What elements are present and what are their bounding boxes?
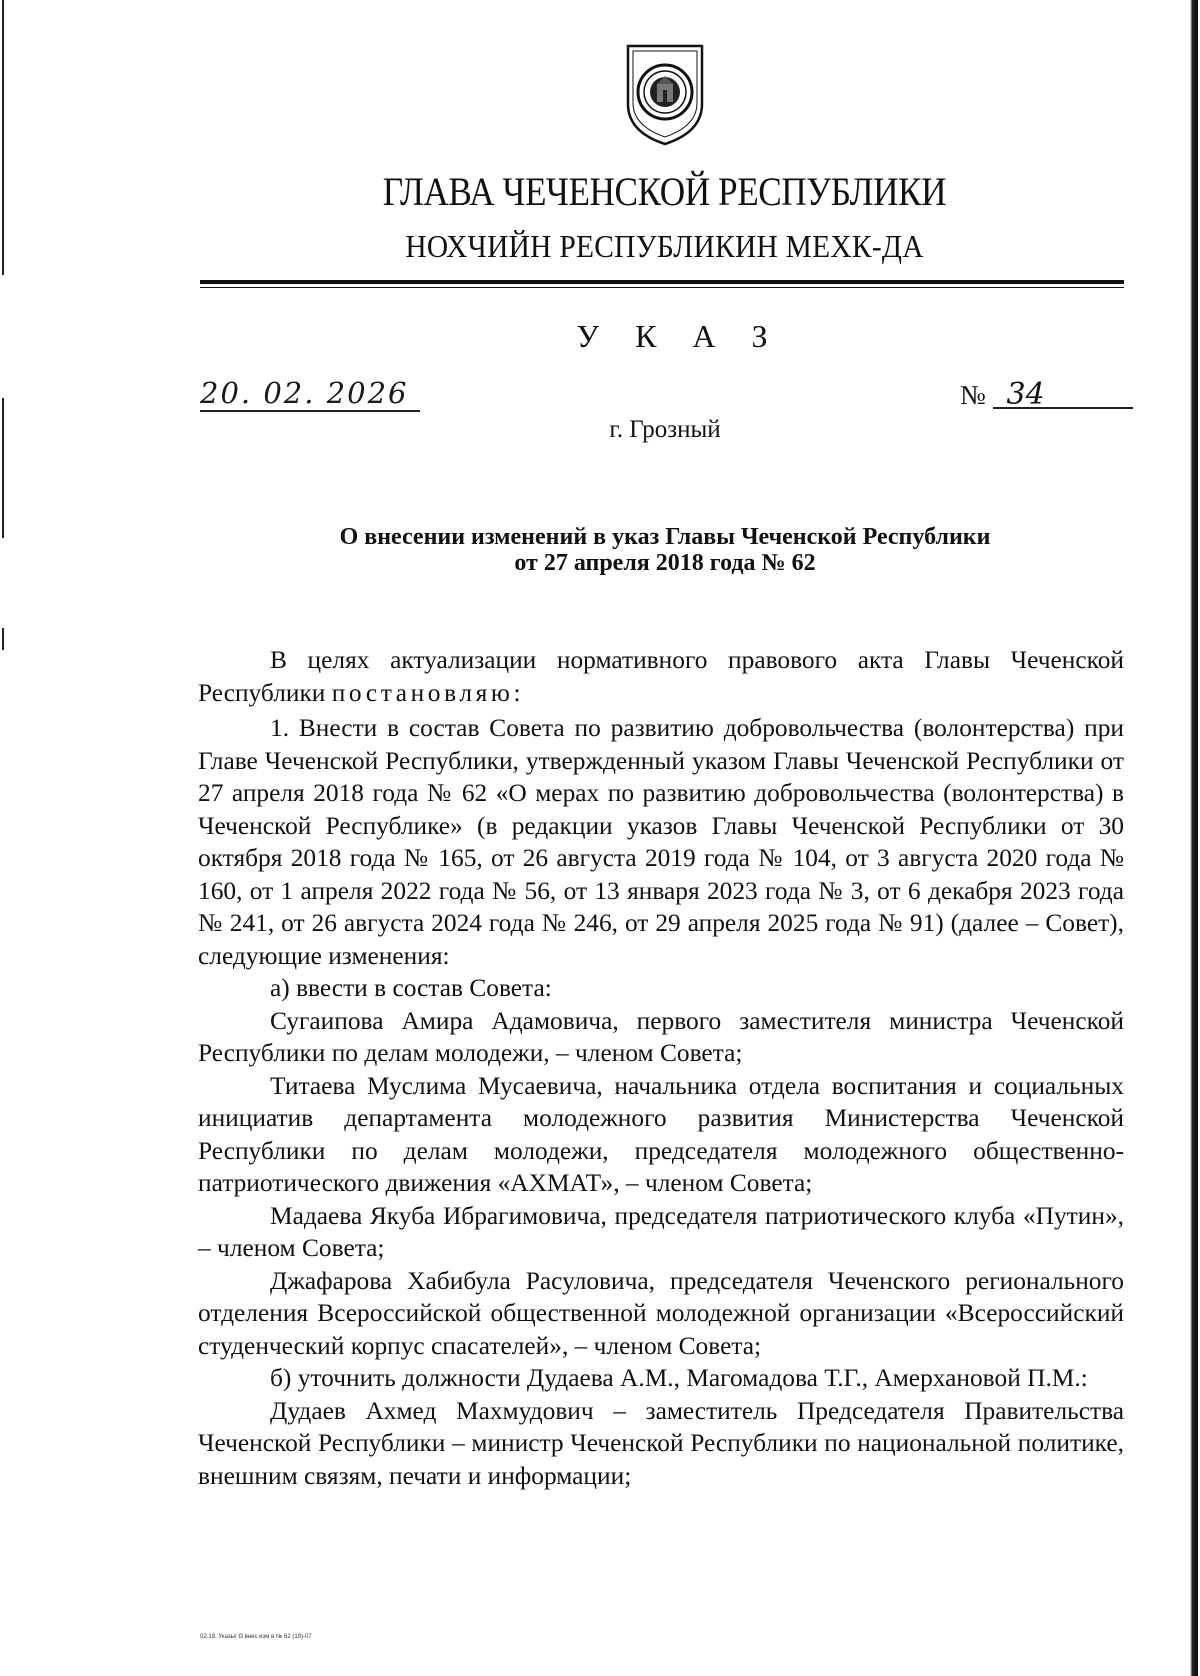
subject-line: О внесении изменений в указ Главы Чеченской Республики bbox=[339, 524, 991, 550]
header-divider bbox=[200, 280, 1124, 284]
city: г. Грозный bbox=[609, 416, 721, 443]
paragraph: а) ввести в состав Совета: bbox=[270, 974, 552, 1002]
header-divider-thin bbox=[200, 287, 1124, 288]
paragraph: б) уточнить должности Дудаева А.М., Магомадова Т.Г., Амерхановой П.М.: bbox=[270, 1364, 1088, 1392]
paragraph: Джафарова Хабибула Расуловича, председателя Чеченского регионального отделения Всероссийской общественной молодежной организации «Всероссийский студенческий корпус спасателей», – членом Совета; bbox=[198, 1266, 1124, 1360]
number-value: 34 bbox=[993, 383, 1133, 409]
issuer-title-chechen: НОХЧИЙН РЕСПУБЛИКИН МЕХК-ДА bbox=[405, 228, 924, 264]
scan-edge-mark bbox=[2, 0, 4, 275]
number-label: № bbox=[960, 380, 986, 410]
paragraph bbox=[198, 644, 1124, 709]
coat-of-arms-emblem bbox=[620, 40, 710, 148]
document-subject bbox=[200, 524, 1130, 576]
footer-code: 02.19. Указы/ О внес изм в № 62 (19)-07 bbox=[200, 1634, 312, 1640]
paragraph: 1. Внести в состав Совета по развитию добровольчества (волонтерства) при Главе Чеченской Республики, утвержденный указом Главы Чеченской Республики от 27 апреля 2018 года № 62 «О мерах по развитию добровольчества (волонтерства) в Чеченской Республике» (в редакции указов Главы Чеченской Республики от 30 октября 2018 года № 165, от 26 августа 2019 года № 104, от 3 августа 2020 года № 160, от 1 апреля 2022 года № 56, от 13 января 2023 года № 3, от 6 декабря 2023 года № 241, от 26 августа 2024 года № 246, от 29 апреля 2025 года № 91) (далее – Совет), следующие изменения: bbox=[198, 714, 1124, 970]
paragraph: Сугаипова Амира Адамовича, первого заместителя министра Чеченской Республики по делам молодежи, – членом Совета; bbox=[198, 1006, 1124, 1067]
document-type: У К А З bbox=[576, 318, 782, 354]
paragraph: Титаева Муслима Мусаевича, начальника отдела воспитания и социальных инициатив департамента молодежного развития Министерства Чеченской Республики по делам молодежи, председателя молодежного общественно-патриотического движения «АХМАТ», – членом Совета; bbox=[198, 1071, 1124, 1197]
document-body bbox=[198, 644, 1124, 1492]
document-date: 20. 02. 2026 bbox=[200, 376, 420, 412]
paragraph-text: В целях актуализации нормативного правового акта Главы Чеченской Республики bbox=[198, 646, 1124, 707]
document-number bbox=[960, 377, 1133, 412]
scan-edge-mark bbox=[2, 628, 4, 650]
paragraph: Мадаева Якуба Ибрагимовича, председателя патриотического клуба «Путин», – членом Совета; bbox=[198, 1201, 1124, 1262]
subject-line: от 27 апреля 2018 года № 62 bbox=[514, 550, 816, 576]
issuer-title: ГЛАВА ЧЕЧЕНСКОЙ РЕСПУБЛИКИ bbox=[382, 169, 947, 214]
paragraph: Дудаев Ахмед Махмудович – заместитель Председателя Правительства Чеченской Республики – министр Чеченской Республики по национальной политике, внешним связям, печати и информации; bbox=[198, 1396, 1124, 1490]
decree-verb: постановляю: bbox=[331, 678, 525, 707]
